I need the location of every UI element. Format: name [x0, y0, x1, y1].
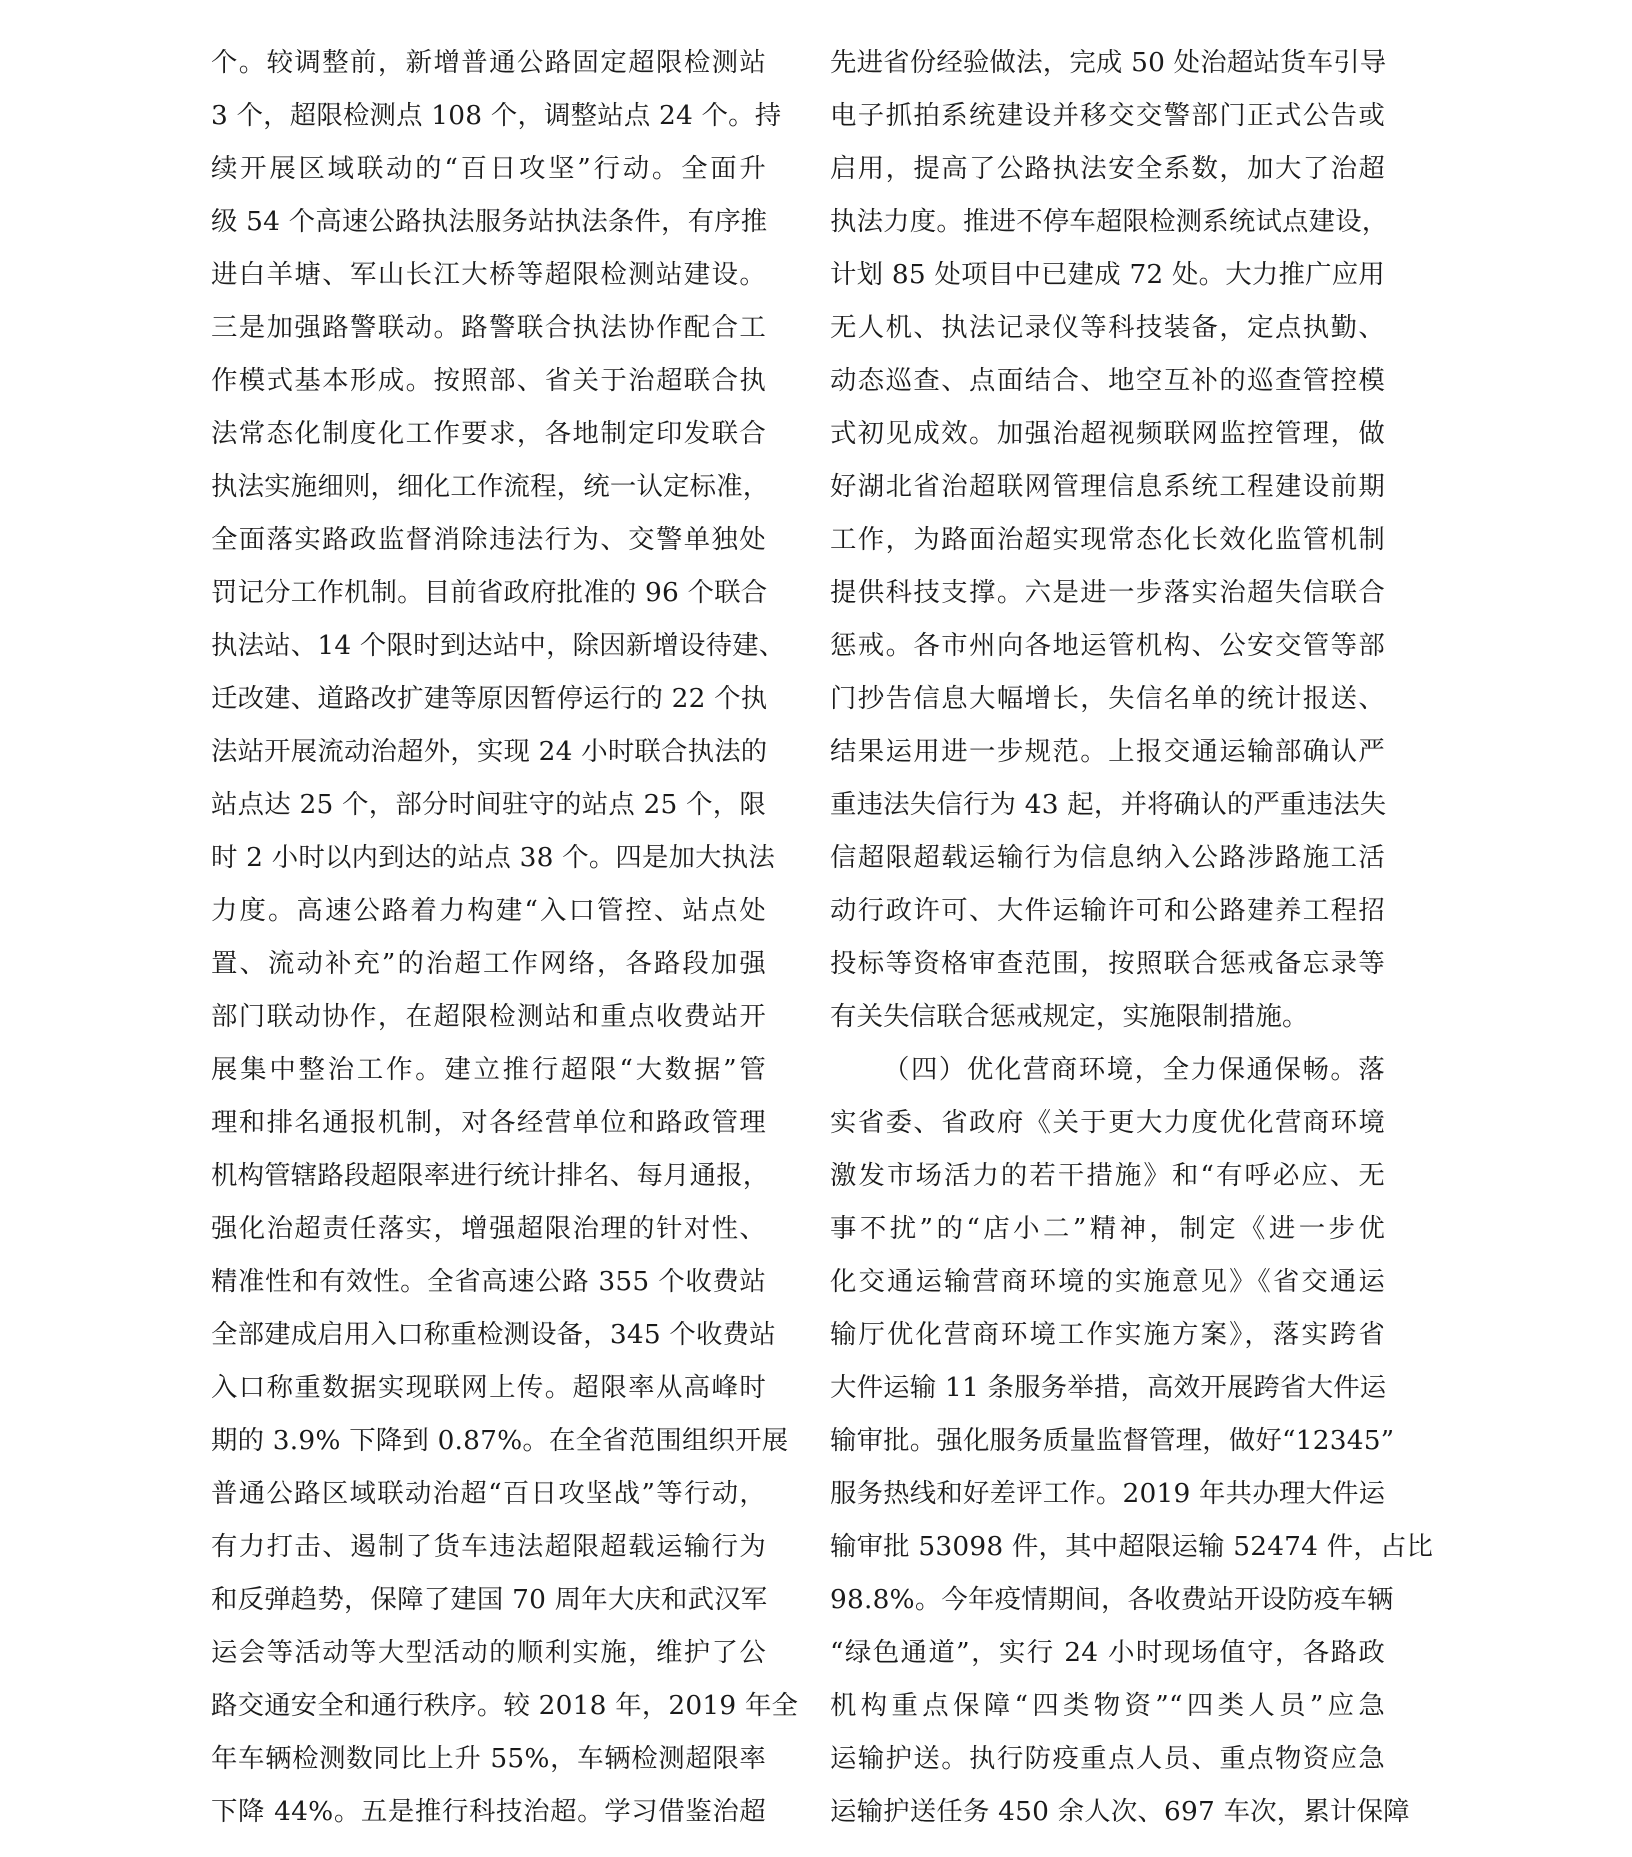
text-line: 级 54 个高速公路执法服务站执法条件，有序推	[211, 206, 768, 237]
text-line: 执法力度。推进不停车超限检测系统试点建设，	[830, 206, 1389, 237]
text-line: 化交通运输营商环境的实施意见》《省交通运	[830, 1266, 1385, 1297]
text-line: 三是加强路警联动。路警联合执法协作配合工	[211, 312, 766, 343]
text-line: 事不扰”的“店小二”精神，制定《进一步优	[830, 1213, 1385, 1244]
text-line: 力度。高速公路着力构建“入口管控、站点处	[211, 895, 766, 926]
text-line: 好湖北省治超联网管理信息系统工程建设前期	[830, 471, 1385, 502]
text-line: 大件运输 11 条服务举措，高效开展跨省大件运	[830, 1372, 1387, 1403]
text-line: 机构重点保障“四类物资”“四类人员”应急	[830, 1690, 1385, 1721]
text-line: 强化治超责任落实，增强超限治理的针对性、	[211, 1213, 766, 1244]
text-line: 部门联动协作，在超限检测站和重点收费站开	[211, 1001, 766, 1032]
text-line: 3 个，超限检测点 108 个，调整站点 24 个。持	[211, 100, 782, 131]
text-line: 迁改建、道路改扩建等原因暂停运行的 22 个执	[211, 683, 768, 714]
text-line: 运输护送。执行防疫重点人员、重点物资应急	[830, 1743, 1385, 1774]
text-line: 激发市场活力的若干措施》和“有呼必应、无	[830, 1160, 1385, 1191]
text-line: 输厅优化营商环境工作实施方案》，落实跨省	[830, 1319, 1385, 1350]
text-line: 98.8%。今年疫情期间，各收费站开设防疫车辆	[830, 1584, 1394, 1615]
text-line: 工作，为路面治超实现常态化长效化监管机制	[830, 524, 1385, 555]
text-line: 电子抓拍系统建设并移交交警部门正式公告或	[830, 100, 1385, 131]
text-line: 路交通安全和通行秩序。较 2018 年，2019 年全	[211, 1690, 799, 1721]
text-line: 进白羊塘、军山长江大桥等超限检测站建设。	[211, 259, 766, 290]
left-text-column	[211, 36, 799, 1838]
text-line: 法常态化制度化工作要求，各地制定印发联合	[211, 418, 766, 449]
text-line: 作模式基本形成。按照部、省关于治超联合执	[211, 365, 766, 396]
text-line: 启用，提高了公路执法安全系数，加大了治超	[830, 153, 1385, 184]
text-line: 执法站、14 个限时到达站中，除因新增设待建、	[211, 630, 786, 661]
text-line: 运会等活动等大型活动的顺利实施，维护了公	[211, 1637, 766, 1668]
text-line: 执法实施细则，细化工作流程，统一认定标准，	[211, 471, 770, 502]
text-line: 惩戒。各市州向各地运管机构、公安交管等部	[830, 630, 1385, 661]
text-line: 重违法失信行为 43 起，并将确认的严重违法失	[830, 789, 1387, 820]
text-line: 输审批 53098 件，其中超限运输 52474 件，占比	[830, 1531, 1434, 1562]
text-line: 运输护送任务 450 余人次、697 车次，累计保障	[830, 1796, 1410, 1827]
text-line: 罚记分工作机制。目前省政府批准的 96 个联合	[211, 577, 768, 608]
text-line: 先进省份经验做法，完成 50 处治超站货车引导	[830, 47, 1387, 78]
text-line: 法站开展流动治超外，实现 24 小时联合执法的	[211, 736, 768, 767]
text-line: 计划 85 处项目中已建成 72 处。大力推广应用	[830, 259, 1385, 290]
text-line: 理和排名通报机制，对各经营单位和路政管理	[211, 1107, 766, 1138]
text-line: 提供科技支撑。六是进一步落实治超失信联合	[830, 577, 1385, 608]
text-line: 年车辆检测数同比上升 55%，车辆检测超限率	[211, 1743, 766, 1774]
text-line: 机构管辖路段超限率进行统计排名、每月通报，	[211, 1160, 770, 1191]
text-line: 无人机、执法记录仪等科技装备，定点执勤、	[830, 312, 1385, 343]
text-line: 动态巡查、点面结合、地空互补的巡查管控模	[830, 365, 1385, 396]
text-line: 期的 3.9% 下降到 0.87%。在全省范围组织开展	[211, 1425, 789, 1456]
text-line: 式初见成效。加强治超视频联网监控管理，做	[830, 418, 1385, 449]
text-line: 普通公路区域联动治超“百日攻坚战”等行动，	[211, 1478, 766, 1509]
text-line: 和反弹趋势，保障了建国 70 周年大庆和武汉军	[211, 1584, 768, 1615]
text-line: 动行政许可、大件运输许可和公路建养工程招	[830, 895, 1385, 926]
text-line: 实省委、省政府《关于更大力度优化营商环境	[830, 1107, 1385, 1138]
text-line: 展集中整治工作。建立推行超限“大数据”管	[211, 1054, 766, 1085]
text-line: 全部建成启用入口称重检测设备，345 个收费站	[211, 1319, 776, 1350]
text-line: 有关失信联合惩戒规定，实施限制措施。	[830, 1001, 1309, 1032]
text-line: 服务热线和好差评工作。2019 年共办理大件运	[830, 1478, 1386, 1509]
text-line: 投标等资格审查范围，按照联合惩戒备忘录等	[830, 948, 1385, 979]
text-line: 门抄告信息大幅增长，失信名单的统计报送、	[830, 683, 1385, 714]
text-line: 全面落实路政监督消除违法行为、交警单独处	[211, 524, 766, 555]
text-line: 精准性和有效性。全省高速公路 355 个收费站	[211, 1266, 766, 1297]
text-line: （四）优化营商环境，全力保通保畅。落	[883, 1054, 1385, 1085]
text-line: “绿色通道”，实行 24 小时现场值守，各路政	[830, 1637, 1385, 1668]
text-line: 个。较调整前，新增普通公路固定超限检测站	[211, 47, 766, 78]
text-line: 输审批。强化服务质量监督管理，做好“12345”	[830, 1425, 1395, 1456]
text-line: 有力打击、遏制了货车违法超限超载运输行为	[211, 1531, 766, 1562]
text-line: 信超限超载运输行为信息纳入公路涉路施工活	[830, 842, 1385, 873]
text-line: 续开展区域联动的“百日攻坚”行动。全面升	[211, 153, 766, 184]
text-line: 置、流动补充”的治超工作网络，各路段加强	[211, 948, 766, 979]
text-line: 结果运用进一步规范。上报交通运输部确认严	[830, 736, 1385, 767]
text-line: 入口称重数据实现联网上传。超限率从高峰时	[211, 1372, 766, 1403]
text-line: 站点达 25 个，部分时间驻守的站点 25 个，限	[211, 789, 766, 820]
text-line: 时 2 小时以内到达的站点 38 个。四是加大执法	[211, 842, 775, 873]
right-text-column	[830, 36, 1434, 1838]
text-line: 下降 44%。五是推行科技治超。学习借鉴治超	[211, 1796, 766, 1827]
